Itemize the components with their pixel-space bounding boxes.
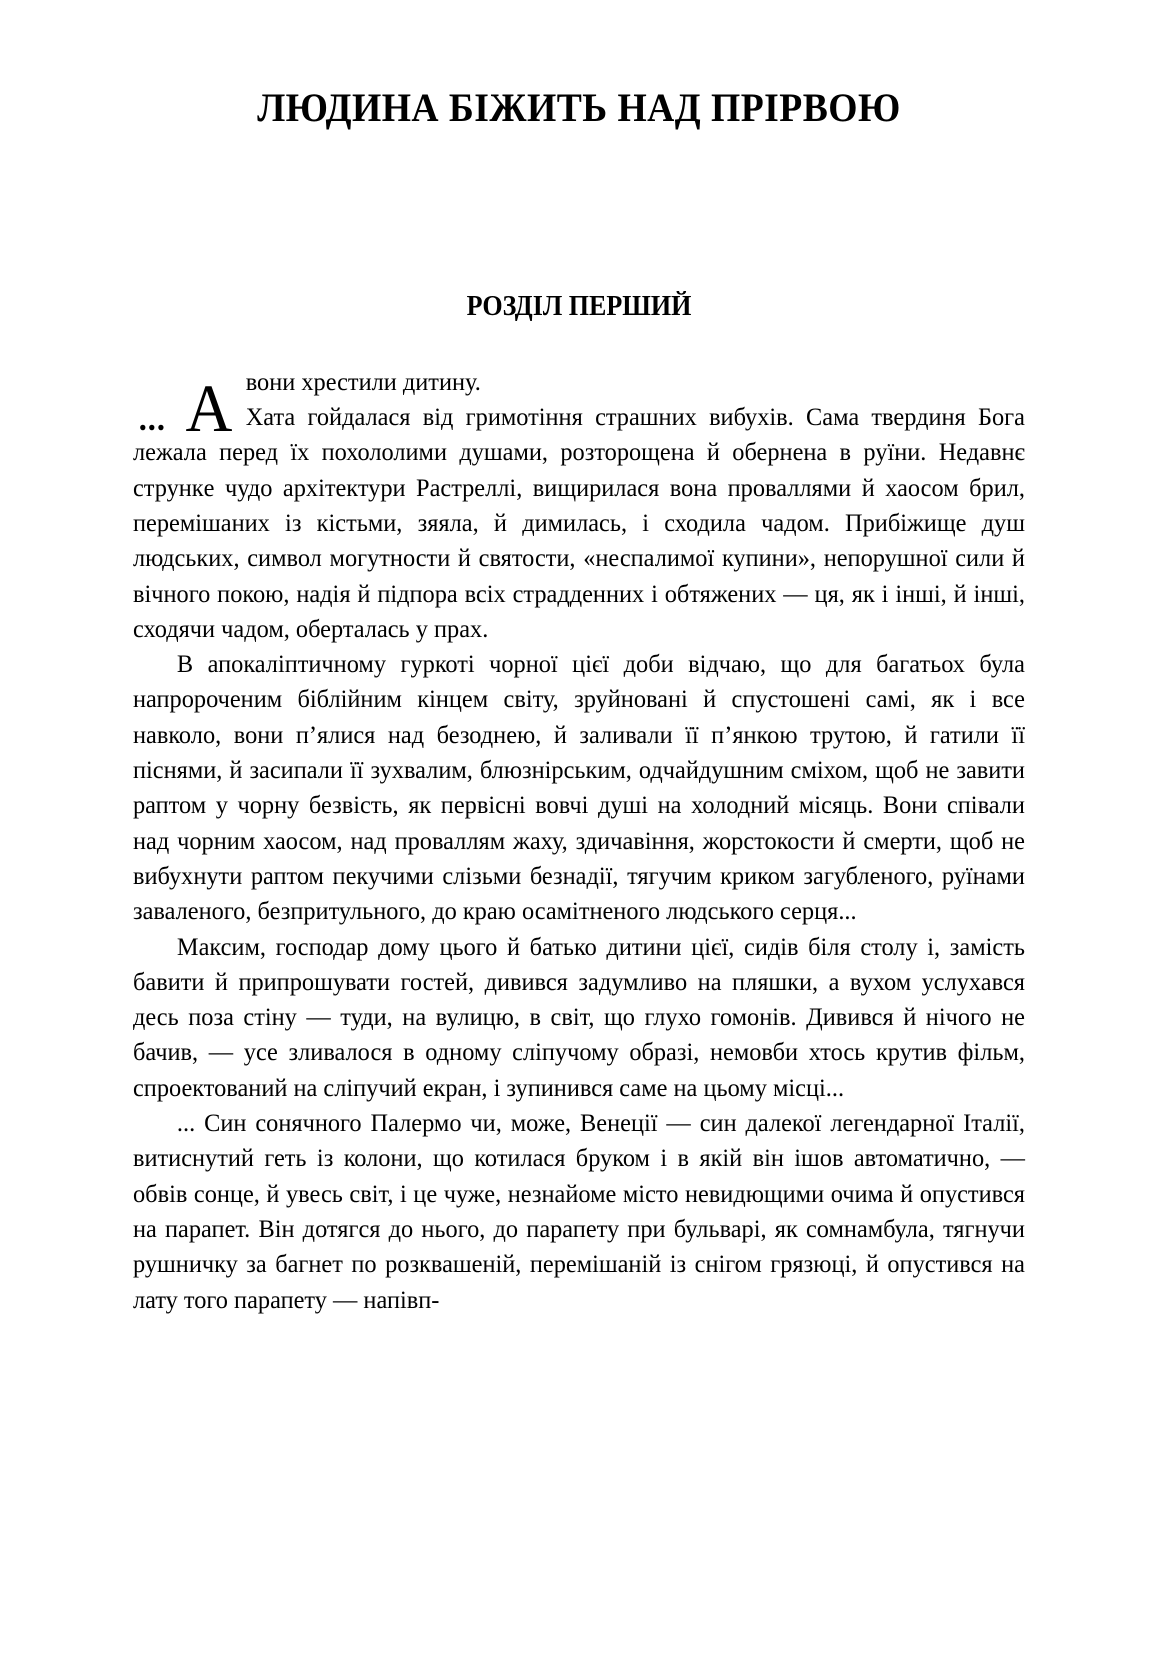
paragraph-3: Максим, господар дому цього й батько дитини цієї, сидів біля столу і, замість бавити й припрошувати гостей, дивився задумливо на пляшки, а вухом услухався десь поза стіну — туди, на вулицю, в світ, що глухо гомонів. Дивився й нічого не бачив, — усе зливалося в одному сліпучому образі, немовби хтось крутив фільм, спроектований на сліпучий екран, і зупинився саме на цьому місці... xyxy=(133,931,1025,1102)
paragraph-2: В апокаліптичному гуркоті чорної цієї доби відчаю, що для багатьох була напророченим біблійним кінцем світу, зруйновані й спустошені самі, як і все навколо, вони п’ялися над безоднею, й заливали її п’янкою трутою, й гатили її піснями, й засипали її зухвалим, блюзнірським, одчайдушним сміхом, щоб не завити раптом у чорну безвість, як первісні вовчі душі на холодний місяць. Вони співали над чорним хаосом, над проваллям жаху, здичавіння, жорстокости й смерти, щоб не вибухнути раптом пекучими слізьми безнадії, тягучим криком загубленого, руїнами заваленого, безпритульного, до краю осамітненого людського серця... xyxy=(133,649,1025,926)
page-title: ЛЮДИНА БІЖИТЬ НАД ПРІРВОЮ xyxy=(257,85,901,130)
body-text xyxy=(133,364,1025,1317)
paragraph-4: ... Син сонячного Палермо чи, може, Венеції — син далекої легендарної Італії, витиснутий геть із колони, що котилася бруком і в якій він ішов автоматично, — обвів сонце, й увесь світ, і це чуже, незнайоме місто невидющими очима й опустився на парапет. Він дотягся до нього, до парапету при бульварі, як сомнамбула, тягнучи рушничку за багнет по розквашеній, перемішаній із снігом грязюці, й опустився на лату того парапету — напівп- xyxy=(133,1108,1025,1314)
dropcap-letter: А xyxy=(185,369,233,446)
paragraph-1-first-line: вони хрестили дитину. xyxy=(245,366,481,396)
chapter-heading: РОЗДІЛ ПЕРШИЙ xyxy=(466,291,692,322)
page-content xyxy=(133,0,1025,1317)
dropcap-ellipsis: ... xyxy=(138,400,166,438)
paragraph-1 xyxy=(133,364,1025,646)
dropcap-group xyxy=(133,364,246,446)
paragraph-1-body: Хата гойдалася від гримотіння страшних вибухів. Сама твердиня Бога лежала перед їх похололими душами, розторощена й обернена в руїни. Недавнє стрункe чудо архітектури Растреллі, вищирилася вона проваллями й хаосом брил, перемішаних із кістьми, зяяла, й димилась, і сходила чадом. Прибіжище душ людських, символ могутности й святости, «неспалимої купини», непорушної сили й вічного покою, надія й підпора всіх страдденних і обтяжених — ця, як і інші, й інші, сходячи чадом, оберталась у прах. xyxy=(133,402,1025,643)
